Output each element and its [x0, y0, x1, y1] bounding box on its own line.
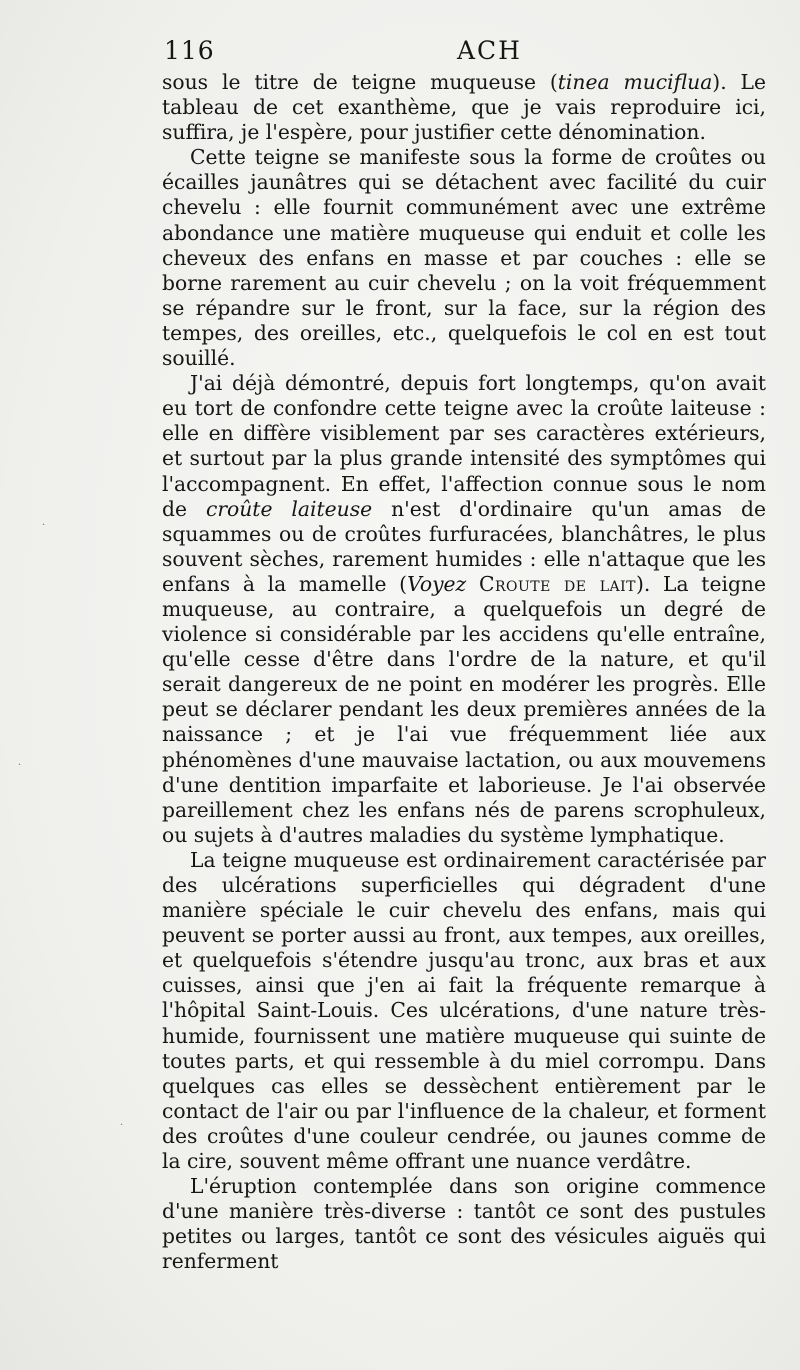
italic-term: croûte laiteuse [205, 496, 373, 521]
text-run: sous le titre de teigne muqueuse ( [162, 70, 558, 94]
text-run: J'ai déjà démontré, depuis fort longtemps, qu'on avait eu tort de confondre cette teigne avec la croûte laiteuse : elle en diffère visiblement par ses caractères extérieurs, et surtout par la plus grande intensité des symptômes qui l'accompagnent. En effet, l'affection connue sous le nom de [162, 371, 766, 521]
paragraph: La teigne muqueuse est ordinairement caractérisée par des ulcérations superficielles qui dégradent d'une manière spéciale le cuir chevelu des enfans, mais qui peuvent se porter aussi au front, aux tempes, aux oreilles, et quelquefois s'étendre jusqu'au tronc, aux bras et aux cuisses, ainsi que j'en ai fait la fréquente remarque à l'hôpital Saint-Louis. Ces ulcérations, d'une nature très-humide, fournissent une matière muqueuse qui suinte de toutes parts, et qui ressemble à du miel corrompu. Dans quelques cas elles se dessèchent entièrement par le contact de l'air ou par l'influence de la chaleur, et forment des croûtes d'une couleur cendrée, ou jaunes comme de la cire, souvent même offrant une nuance verdâtre. [162, 847, 766, 1174]
paragraph: Cette teigne se manifeste sous la forme de croûtes ou écailles jaunâtres qui se détachent avec facilité du cuir chevelu : elle fournit communément avec une extrême abondance une matière muqueuse qui enduit et colle les cheveux des enfans en masse et par couches : elle se borne rarement au cuir chevelu ; on la voit fréquemment se répandre sur le front, sur la face, sur la région des tempes, des oreilles, etc., quelquefois le col en est tout souillé. [162, 145, 766, 371]
text-run: ). La teigne muqueuse, au contraire, a quelquefois un degré de violence si considérable par les accidens qu'elle entraîne, qu'elle cesse d'être dans l'ordre de la nature, et qu'il serait dangereux de ne point en modérer les progrès. Elle peut se déclarer pendant les deux premières années de la naissance ; et je l'ai vue fréquemment liée aux phénomènes d'une mauvaise lactation, ou aux mouvemens d'une dentition imparfaite et laborieuse. Je l'ai observée pareillement chez les enfans nés de parens scrophuleux, ou sujets à d'autres maladies du système lymphatique. [162, 571, 766, 847]
paragraph [162, 371, 766, 848]
italic-reference: Voyez [407, 571, 467, 596]
paper-speck: · [120, 1120, 124, 1131]
paragraph: L'éruption contemplée dans son origine commence d'une manière très-diverse : tantôt ce sont des pustules petites ou larges, tantôt ce sont des vésicules aiguës qui renferment [162, 1174, 766, 1274]
page-header [162, 32, 762, 72]
body-text [162, 70, 766, 1275]
cross-reference: Croute de lait [478, 571, 636, 596]
paper-speck: · [42, 520, 46, 531]
italic-term: tinea muciflua [557, 70, 713, 94]
text-run: ). Le tableau de cet exanthème, que je vais reproduire ici, suffira, je l'espère, pour justifier cette dénomination. [162, 70, 766, 145]
running-head: ACH [457, 36, 522, 65]
paper-speck: · [18, 760, 22, 771]
paragraph-continuation [162, 70, 766, 145]
text-run: n'est d'ordinaire qu'un amas de squammes ou de croûtes furfuracées, blanchâtres, le plus souvent sèches, rarement humides : elle n'attaque que les enfans à la mamelle ( [162, 496, 766, 596]
page-number: 116 [164, 36, 215, 65]
